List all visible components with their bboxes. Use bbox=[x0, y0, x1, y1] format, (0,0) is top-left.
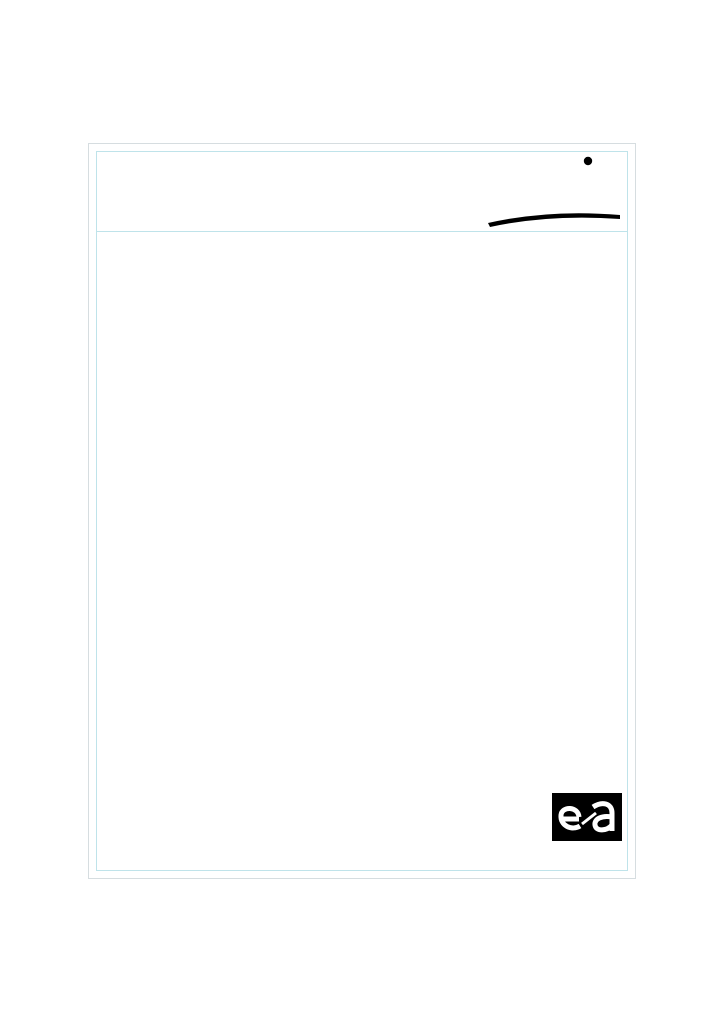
ea-mimarlik-logo bbox=[552, 793, 622, 841]
